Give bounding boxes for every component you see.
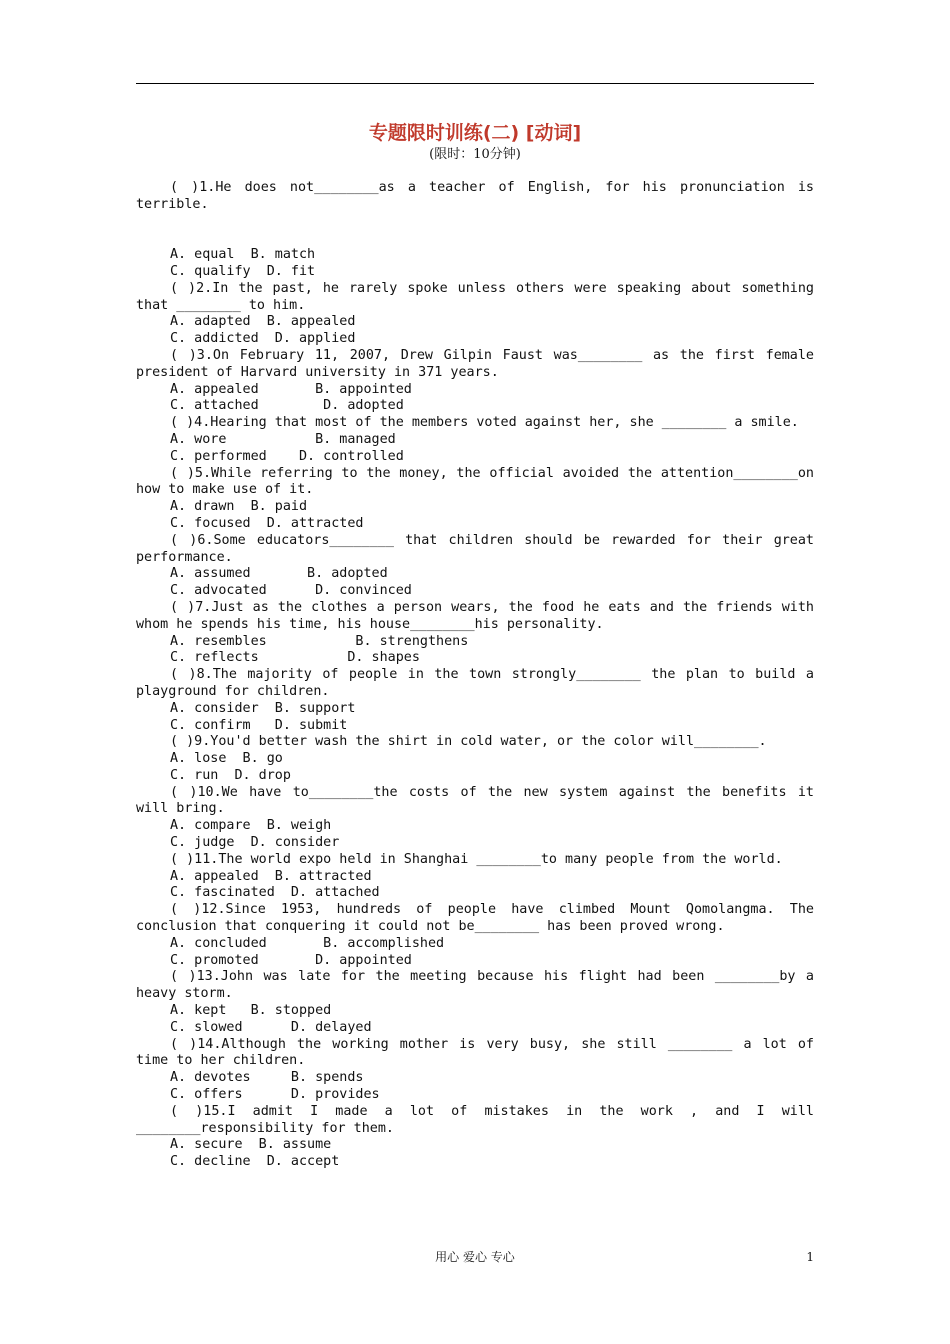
answer-options-row: C. fascinated D. attached (170, 885, 380, 901)
answer-options-row: C. advocated D. convinced (170, 583, 412, 599)
answer-options-row: A. secure B. assume (170, 1137, 332, 1153)
answer-options-row: A. concluded B. accomplished (170, 935, 445, 951)
time-limit-subtitle: (限时：10分钟) (429, 147, 521, 162)
answer-options-row: A. appealed B. attracted (170, 868, 372, 884)
question-item (136, 734, 814, 784)
answer-options-row: C. judge D. consider (170, 835, 340, 851)
question-stem: ( )4.Hearing that most of the members voted against her, she ________ a smile. (170, 415, 799, 431)
question-item (136, 667, 814, 734)
answer-options-row: C. focused D. attracted (170, 515, 364, 531)
answer-options-row: A. consider B. support (170, 700, 356, 716)
answer-options-row: C. attached D. adopted (170, 398, 404, 414)
question-stem: ( )2.In the past, he rarely spoke unless others were speaking about something that ________ to him. (136, 280, 814, 313)
answer-options-row: A. compare B. weigh (170, 818, 332, 834)
header-rule (136, 83, 814, 84)
answer-options-row: A. drawn B. paid (170, 499, 308, 515)
answer-options-row: C. promoted D. appointed (170, 952, 412, 968)
answer-options-row: C. confirm D. submit (170, 717, 348, 733)
question-item (136, 785, 814, 852)
answer-options-row: A. devotes B. spends (170, 1070, 364, 1086)
answer-options-row: A. kept B. stopped (170, 1003, 332, 1019)
answer-options-row: C. reflects D. shapes (170, 650, 420, 666)
question-item (136, 180, 814, 281)
question-item (136, 348, 814, 415)
answer-options-row: A. lose B. go (170, 751, 283, 767)
question-stem: ( )3.On February 11, 2007, Drew Gilpin Faust was________ as the first female president of Harvard university in 371 years. (136, 347, 814, 380)
answer-options-row: A. adapted B. appealed (170, 314, 356, 330)
question-item (136, 1104, 814, 1171)
footer-text: 用心 爱心 专心 (435, 1250, 515, 1264)
answer-options-row: A. wore B. managed (170, 431, 396, 447)
question-stem: ( )14.Although the working mother is very busy, she still ________ a lot of time to her children. (136, 1036, 814, 1069)
question-item (136, 533, 814, 600)
answer-options-row: C. addicted D. applied (170, 331, 356, 347)
answer-options-row: C. slowed D. delayed (170, 1019, 372, 1035)
answer-options-row: A. equal B. match (170, 247, 316, 263)
question-stem: ( )9.You'd better wash the shirt in cold water, or the color will________. (170, 734, 767, 750)
question-stem: ( )13.John was late for the meeting because his flight had been ________by a heavy storm. (136, 969, 814, 1002)
question-list (136, 180, 814, 1171)
question-stem: ( )10.We have to________the costs of the new system against the benefits it will bring. (136, 784, 814, 817)
question-stem: ( )5.While referring to the money, the official avoided the attention________on how to make use of it. (136, 465, 814, 498)
question-stem: ( )6.Some educators________ that children should be rewarded for their great performance. (136, 532, 814, 565)
answer-options-row: A. resembles B. strengthens (170, 633, 469, 649)
question-item (136, 466, 814, 533)
question-stem: ( )12.Since 1953, hundreds of people have climbed Mount Qomolangma. The conclusion that conquering it could not be________ has been proved wrong. (136, 902, 814, 935)
answer-options-row: C. decline D. accept (170, 1154, 340, 1170)
document-title: 专题限时训练(二) [动词] (368, 122, 582, 144)
question-stem: ( )7.Just as the clothes a person wears, the food he eats and the friends with whom he spends his time, his house________his personality. (136, 599, 814, 632)
answer-options-row: C. qualify D. fit (170, 263, 316, 279)
answer-options-row: A. appealed B. appointed (170, 381, 412, 397)
question-stem: ( )1.He does not________as a teacher of English, for his pronunciation is terrible. (136, 180, 814, 212)
question-item (136, 969, 814, 1036)
question-stem: ( )8.The majority of people in the town strongly________ the plan to build a playground for children. (136, 667, 814, 699)
answer-options-row: C. performed D. controlled (170, 448, 404, 464)
answer-options-row: C. offers D. provides (170, 1087, 380, 1103)
question-item (136, 600, 814, 667)
question-item (136, 902, 814, 969)
page-number: 1 (806, 1250, 814, 1264)
answer-options-row: C. run D. drop (170, 767, 291, 783)
question-stem: ( )15.I admit I made a lot of mistakes in the work , and I will ________responsibility for them. (136, 1103, 814, 1136)
question-item (136, 415, 814, 465)
question-item (136, 281, 814, 348)
question-stem: ( )11.The world expo held in Shanghai ________to many people from the world. (170, 851, 783, 867)
answer-options-row: A. assumed B. adopted (170, 566, 388, 582)
question-item (136, 852, 814, 902)
question-item (136, 1037, 814, 1104)
